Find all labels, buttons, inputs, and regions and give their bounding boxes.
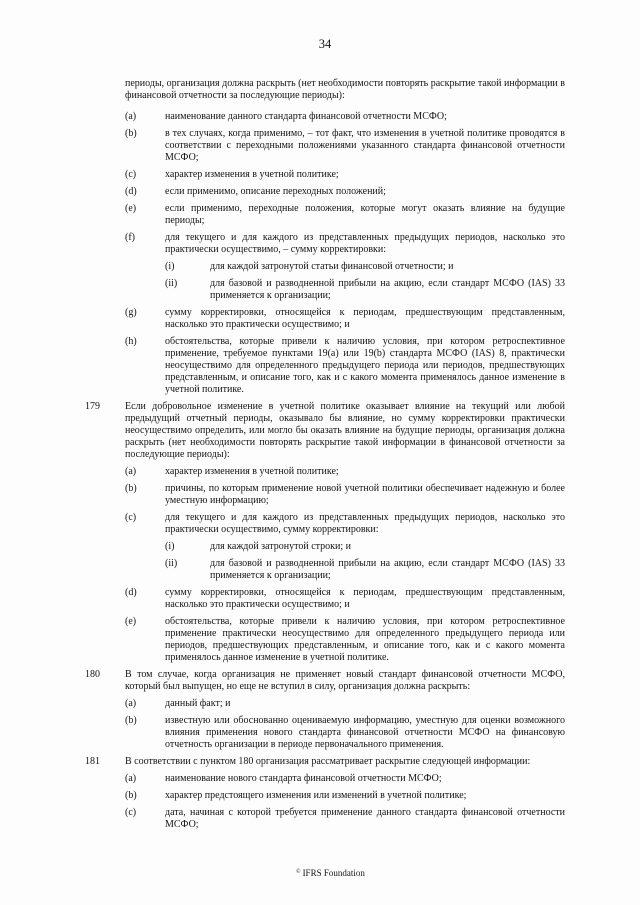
item-text: для текущего и для каждого из представленных предыдущих периодов, насколько это практически осуществимо, сумму корректировки: <box>165 512 565 535</box>
sub-item-label: (i) <box>165 261 175 272</box>
item-label: (c) <box>125 169 137 180</box>
sub-item-text: для базовой и разводненной прибыли на акцию, если стандарт МСФО (IAS) 33 применяется к организации; <box>210 278 565 301</box>
page-number: 34 <box>318 37 332 51</box>
sub-item-ii <box>85 278 565 302</box>
item-text: наименование данного стандарта финансовой отчетности МСФО; <box>165 111 447 122</box>
sub-item-i <box>85 541 565 553</box>
item-label: (h) <box>125 336 137 347</box>
paragraph-text: В том случае, когда организация не применяет новый стандарт финансовой отчетности МСФО, который был выпущен, но еще не вступил в силу, организация должна раскрыть: <box>125 669 565 692</box>
item-label: (b) <box>125 715 137 726</box>
paragraph-180 <box>85 669 565 693</box>
sub-item-ii <box>85 558 565 582</box>
sub-item-text: для каждой затронутой строки; и <box>210 541 352 552</box>
page-content <box>85 78 565 831</box>
item-label: (c) <box>125 807 137 818</box>
paragraph-179 <box>85 401 565 461</box>
list-item-d <box>85 186 565 198</box>
list-item-b <box>85 790 565 802</box>
item-label: (a) <box>125 111 137 122</box>
list-item-c <box>85 512 565 536</box>
list-item-b <box>85 483 565 507</box>
item-text: характер предстоящего изменения или изменений в учетной политике; <box>165 790 467 801</box>
item-text: в тех случаях, когда применимо, – тот факт, что изменения в учетной политике проводятся в соответствии с переходными положениями указанного стандарта финансовой отчетности МСФО; <box>165 128 565 163</box>
copyright-symbol: © <box>296 869 301 875</box>
item-text: данный факт; и <box>165 698 231 709</box>
item-text: сумму корректировки, относящейся к периодам, предшествующим представленным, насколько это практически осуществимо; и <box>165 307 565 330</box>
footer-copyright <box>296 867 365 879</box>
footer-text: IFRS Foundation <box>302 868 365 878</box>
paragraph-number: 181 <box>85 756 100 767</box>
list-item-a <box>85 773 565 785</box>
list-item-a <box>85 466 565 478</box>
item-text: обстоятельства, которые привели к наличию условия, при котором ретроспективное применение практически неосуществимо для определенного предыдущего периода или периодов, предшествующих представленным, и описание того, как и с какого момента применялось данное изменение в учетной политике. <box>165 616 565 663</box>
list-item-h <box>85 336 565 396</box>
sub-item-label: (ii) <box>165 278 178 289</box>
sub-item-i <box>85 261 565 273</box>
item-label: (b) <box>125 790 137 801</box>
item-label: (a) <box>125 466 137 477</box>
list-item-d <box>85 587 565 611</box>
list-item-a <box>85 111 565 123</box>
item-text: наименование нового стандарта финансовой отчетности МСФО; <box>165 773 442 784</box>
item-label: (a) <box>125 698 137 709</box>
item-label: (g) <box>125 307 137 318</box>
paragraph-text: Если добровольное изменение в учетной политике оказывает влияние на текущий или любой предыдущий отчетный периоды, оказывало бы влияние, но сумму корректировки практически неосуществимо определить, или могло бы оказать влияние на будущие периоды, организация должна раскрыть (нет необходимости повторять раскрытие такой информации в финансовой отчетности за последующие периоды): <box>125 401 565 460</box>
sub-item-label: (ii) <box>165 558 178 569</box>
item-label: (e) <box>125 616 137 627</box>
item-label: (f) <box>125 232 135 243</box>
sub-item-label: (i) <box>165 541 175 552</box>
list-item-f <box>85 232 565 256</box>
item-label: (a) <box>125 773 137 784</box>
item-text: причины, по которым применение новой учетной политики обеспечивает надежную и более уместную информацию; <box>165 483 565 506</box>
paragraph-number: 179 <box>85 401 100 412</box>
item-label: (b) <box>125 128 137 139</box>
intro-paragraph: периоды, организация должна раскрыть (нет необходимости повторять раскрытие такой информации в финансовой отчетности за последующие периоды): <box>125 78 565 101</box>
list-item-b <box>85 715 565 751</box>
item-text: характер изменения в учетной политике; <box>165 169 339 180</box>
item-text: для текущего и для каждого из представленных предыдущих периодов, насколько это практически осуществимо, – сумму корректировки: <box>165 232 565 255</box>
list-item-c <box>85 807 565 831</box>
item-label: (b) <box>125 483 137 494</box>
item-text: если применимо, описание переходных положений; <box>165 186 386 197</box>
paragraph-text: В соответствии с пунктом 180 организация рассматривает раскрытие следующей информации: <box>125 756 531 767</box>
paragraph-181 <box>85 756 565 768</box>
item-text: обстоятельства, которые привели к наличию условия, при котором ретроспективное применение, требуемое пунктами 19(a) или 19(b) стандарта МСФО (IAS) 8, практически неосуществимо для определенного предыдущего периода или периодов, предшествующих представленным, и описание того, как и с какого момента применялось данное изменение в учетной политике. <box>165 336 565 395</box>
list-item-a <box>85 698 565 710</box>
item-label: (e) <box>125 203 137 214</box>
list-item-g <box>85 307 565 331</box>
sub-item-text: для каждой затронутой статьи финансовой отчетности; и <box>210 261 454 272</box>
list-item-b <box>85 128 565 164</box>
list-item-e <box>85 203 565 227</box>
paragraph-number: 180 <box>85 669 100 680</box>
item-text: известную или обоснованно оцениваемую информацию, уместную для оценки возможного влияния применения нового стандарта финансовой отчетности МСФО на финансовую отчетность организации в периоде первоначального применения. <box>165 715 565 750</box>
list-item-c <box>85 169 565 181</box>
item-label: (d) <box>125 587 137 598</box>
item-label: (c) <box>125 512 137 523</box>
item-text: если применимо, переходные положения, которые могут оказать влияние на будущие периоды; <box>165 203 565 226</box>
item-label: (d) <box>125 186 137 197</box>
item-text: дата, начиная с которой требуется применение данного стандарта финансовой отчетности МСФО; <box>165 807 565 830</box>
list-item-e <box>85 616 565 664</box>
item-text: сумму корректировки, относящейся к периодам, предшествующим представленным, насколько это практически осуществимо; и <box>165 587 565 610</box>
sub-item-text: для базовой и разводненной прибыли на акцию, если стандарт МСФО (IAS) 33 применяется к организации; <box>210 558 565 581</box>
item-text: характер изменения в учетной политике; <box>165 466 339 477</box>
